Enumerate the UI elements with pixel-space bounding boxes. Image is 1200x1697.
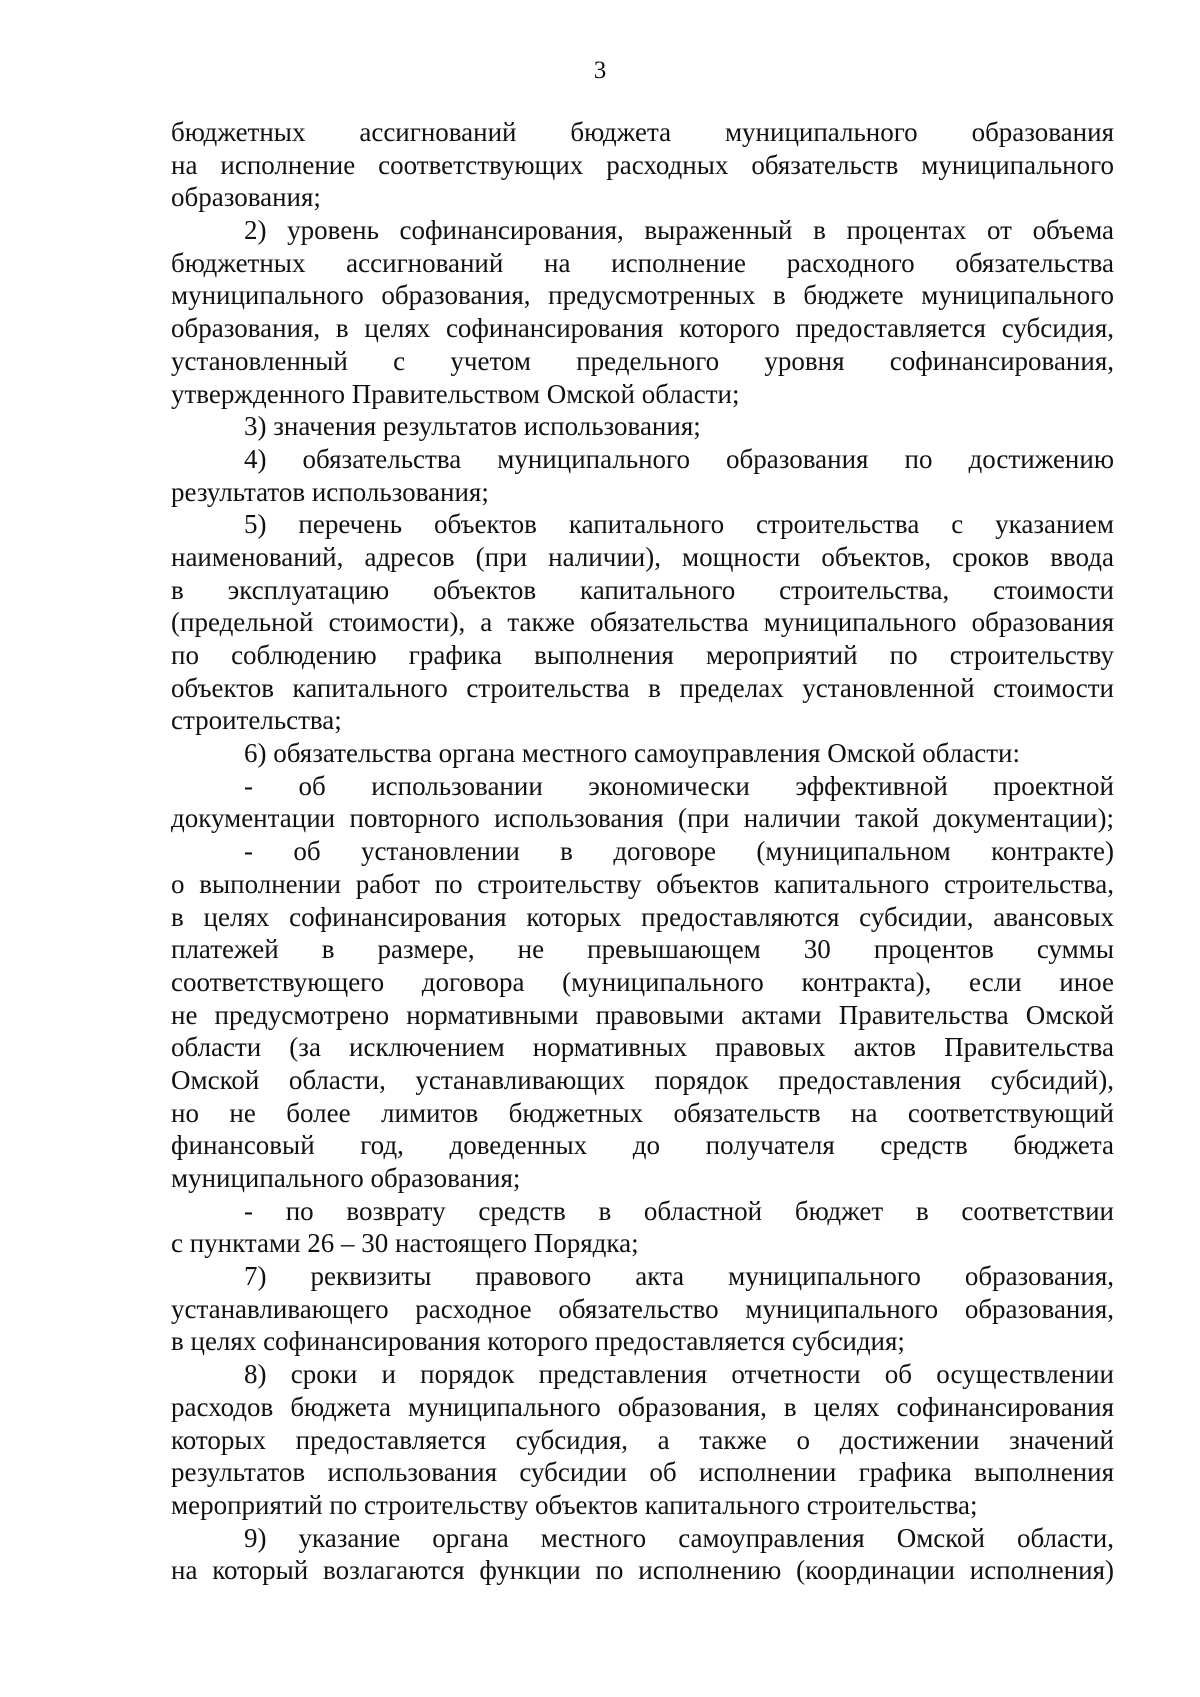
text-line: на который возлагаются функции по исполнению (координации исполнения) (171, 1555, 1114, 1586)
text-line: соответствующего договора (муниципального контракта), если иное (171, 966, 1114, 997)
text-line: не предусмотрено нормативными правовыми актами Правительства Омской (171, 999, 1114, 1030)
text-line: но не более лимитов бюджетных обязательств на соответствующий (171, 1097, 1114, 1128)
text-line: строительства; (171, 705, 342, 736)
text-line: платежей в размере, не превышающем 30 процентов суммы (171, 934, 1114, 965)
text-line: 9) указание органа местного самоуправления Омской области, (244, 1522, 1114, 1553)
page-number: 3 (593, 57, 607, 84)
text-line: Омской области, устанавливающих порядок предоставления субсидий), (171, 1064, 1114, 1095)
text-line: утвержденного Правительством Омской области; (171, 378, 740, 409)
text-line: документации повторного использования (при наличии такой документации); (171, 803, 1114, 834)
text-line: в целях софинансирования которого предоставляется субсидия; (171, 1326, 905, 1357)
text-line: расходов бюджета муниципального образования, в целях софинансирования (171, 1391, 1114, 1422)
text-line: результатов использования; (171, 476, 489, 507)
text-line: 7) реквизиты правового акта муниципального образования, (244, 1261, 1114, 1292)
text-line: устанавливающего расходное обязательство муниципального образования, (171, 1293, 1114, 1324)
text-line: о выполнении работ по строительству объектов капитального строительства, (171, 868, 1114, 899)
text-line: с пунктами 26 – 30 настоящего Порядка; (171, 1228, 639, 1259)
text-line: бюджетных ассигнований на исполнение расходного обязательства (171, 247, 1114, 278)
text-line: муниципального образования, предусмотренных в бюджете муниципального (171, 280, 1114, 311)
text-line: муниципального образования; (171, 1163, 521, 1193)
text-line: установленный с учетом предельного уровня софинансирования, (171, 345, 1114, 376)
text-line: 6) обязательства органа местного самоуправления Омской области: (244, 738, 1020, 769)
text-line: финансовый год, доведенных до получателя средств бюджета (171, 1130, 1114, 1161)
text-line: в эксплуатацию объектов капитального строительства, стоимости (171, 574, 1114, 605)
text-line: наименований, адресов (при наличии), мощности объектов, сроков ввода (171, 541, 1114, 572)
text-line: бюджетных ассигнований бюджета муниципального образования (171, 117, 1114, 147)
text-line: мероприятий по строительству объектов капитального строительства; (171, 1489, 978, 1520)
text-line: образования, в целях софинансирования которого предоставляется субсидия, (171, 313, 1114, 344)
text-line: 4) обязательства муниципального образования по достижению (244, 443, 1114, 474)
text-line: - по возврату средств в областной бюджет в соответствии (244, 1195, 1114, 1226)
text-line: (предельной стоимости), а также обязательства муниципального образования (171, 607, 1114, 638)
text-line: 2) уровень софинансирования, выраженный в процентах от объема (244, 215, 1114, 246)
text-line: образования; (171, 182, 321, 213)
text-line: результатов использования субсидии об исполнении графика выполнения (171, 1457, 1114, 1488)
text-line: 3) значения результатов использования; (244, 411, 701, 442)
text-line: области (за исключением нормативных правовых актов Правительства (171, 1032, 1114, 1063)
text-line: объектов капитального строительства в пределах установленной стоимости (171, 672, 1114, 703)
text-line: которых предоставляется субсидия, а также о достижении значений (171, 1424, 1114, 1455)
text-line: в целях софинансирования которых предоставляются субсидии, авансовых (171, 901, 1114, 932)
text-line: на исполнение соответствующих расходных обязательств муниципального (171, 149, 1114, 180)
text-line: - об установлении в договоре (муниципальном контракте) (244, 836, 1114, 867)
text-line: по соблюдению графика выполнения мероприятий по строительству (171, 640, 1114, 670)
text-line: 8) сроки и порядок представления отчетности об осуществлении (244, 1359, 1114, 1390)
text-line: - об использовании экономически эффективной проектной (244, 770, 1114, 801)
text-line: 5) перечень объектов капитального строительства с указанием (244, 509, 1114, 540)
document-body (171, 116, 1114, 1587)
